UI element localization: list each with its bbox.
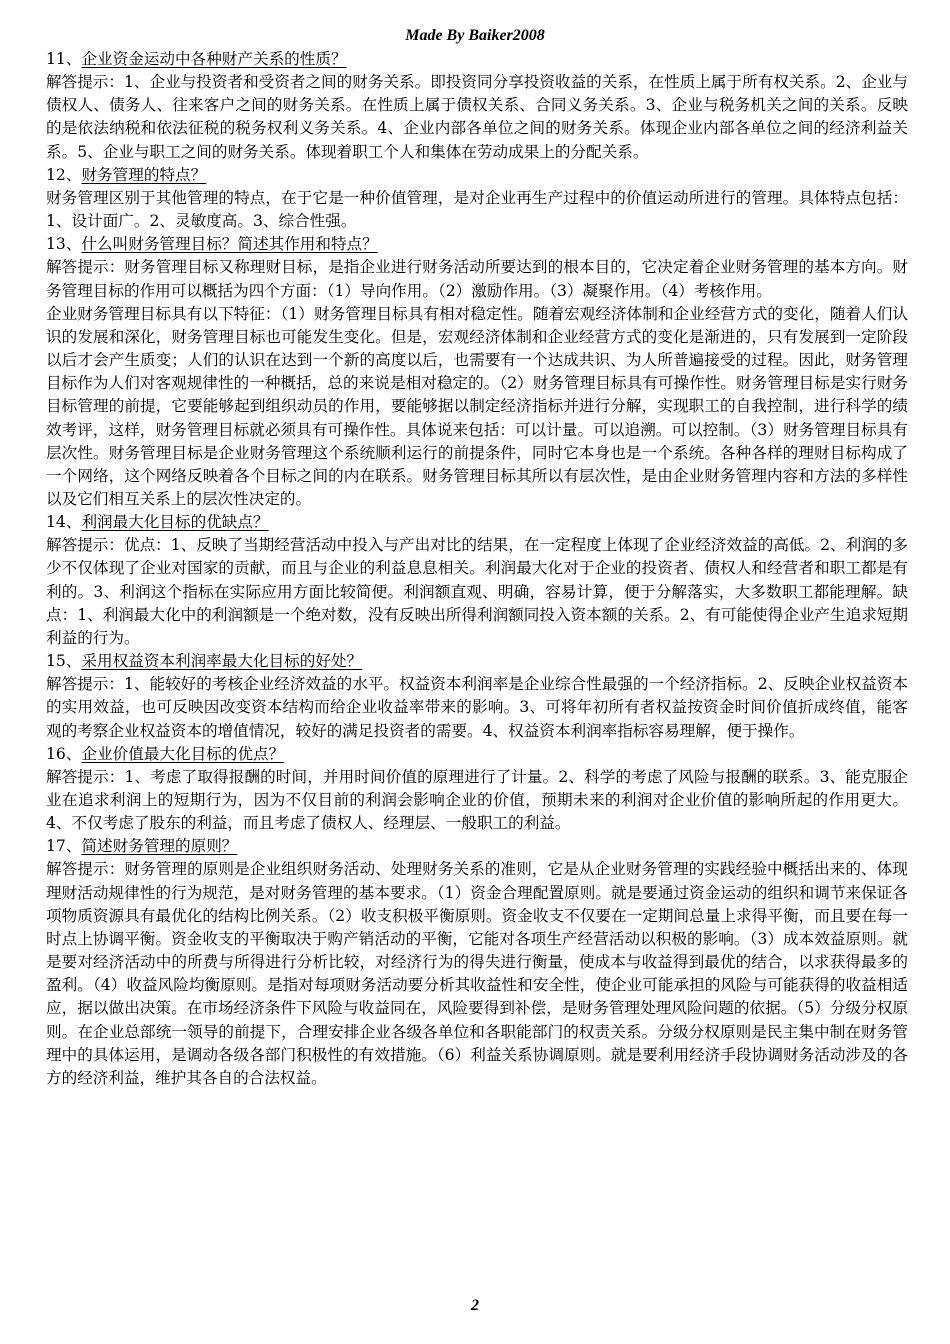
question-title: 企业价值最大化目标的优点？: [81, 744, 285, 763]
question-title: 什么叫财务管理目标？简述其作用和特点？: [81, 235, 378, 254]
answer-paragraph: 解答提示：1、企业与投资者和受资者之间的财务关系。即投资同分享投资收益的关系，在性质上属于所有权关系。2、企业与债权人、债务人、往来客户之间的财务关系。在性质上属于债权关系、合同义务关系。3、企业与税务机关之间的关系。反映的是依法纳税和依法征税的税务权利义务关系。4、企业内部各单位之间的财务关系。体现企业内部各单位之间的经济利益关系。5、企业与职工之间的财务关系。体现着职工个人和集体在劳动成果上的分配关系。: [46, 73, 908, 161]
answer-paragraph: 解答提示：1、考虑了取得报酬的时间，并用时间价值的原理进行了计量。2、科学的考虑了风险与报酬的联系。3、能克服企业在追求利润上的短期行为，因为不仅目前的利润会影响企业的价值，预期未来的利润对企业价值的影响所起的作用更大。4、不仅考虑了股东的利益，而且考虑了债权人、经理层、一般职工的利益。: [46, 767, 908, 833]
question-title: 利润最大化目标的优缺点？: [81, 513, 269, 532]
question-number: 16、: [46, 744, 82, 763]
question-11-heading: [46, 48, 908, 71]
page-header: Made By Baiker2008: [405, 27, 545, 44]
answer-paragraph: 解答提示：优点：1、反映了当期经营活动中投入与产出对比的结果，在一定程度上体现了企业经济效益的高低。2、利润的多少不仅体现了企业对国家的贡献，而且与企业的利益息息相关。利润最大化对于企业的投资者、债权人和经营者和职工都是有利的。3、利润这个指标在实际应用方面比较简便。利润额直观、明确，容易计算，便于分解落实，大多数职工都能理解。缺点：1、利润最大化中的利润额是一个绝对数，没有反映出所得利润额同投入资本额的关系。2、有可能使得企业产生追求短期利益的行为。: [46, 536, 908, 647]
answer-paragraph: 解答提示：1、能较好的考核企业经济效益的水平。权益资本利润率是企业综合性最强的一个经济指标。2、反映企业权益资本的实用效益，也可反映因改变资本结构而给企业收益率带来的影响。3、可将年初所有者权益按资金时间价值折成终值，能客观的考察企业权益资本的增值情况，较好的满足投资者的需要。4、权益资本利润率指标容易理解，便于操作。: [46, 675, 908, 740]
question-title: 企业资金运动中各种财产关系的性质？: [81, 50, 347, 68]
question-number: 17、: [46, 837, 82, 856]
answer-paragraph: 解答提示：财务管理的原则是企业组织财务活动、处理财务关系的准则，它是从企业财务管理的实践经验中概括出来的、体现理财活动规律性的行为规范，是对财务管理的基本要求。（1）资金合理配置原则。就是要通过资金运动的组织和调节来保证各项物质资源具有最优化的结构比例关系。（2）收支积极平衡原则。资金收支不仅要在一定期间总量上求得平衡，而且要在每一时点上协调平衡。资金收支的平衡取决于购产销活动的平衡，它能对各项生产经营活动以积极的影响。（3）成本效益原则。就是要对经济活动中的所费与所得进行分析比较，对经济行为的得失进行衡量，使成本与收益得到最优的结合，以求获得最多的盈利。（4）收益风险均衡原则。是指对每项财务活动要分析其收益性和安全性，使企业可能承担的风险与可能获得的收益相适应，据以做出决策。在市场经济条件下风险与收益同在，风险要得到补偿，是财务管理处理风险问题的依据。（5）分级分权原则。在企业总部统一领导的前提下，合理安排企业各级各单位和各职能部门的权责关系。分级分权原则是民主集中制在财务管理中的具体运用，是调动各级各部门积极性的有效措施。（6）利益关系协调原则。就是要利用经济手段协调财务活动涉及的各方的经济利益，维护其各自的合法权益。: [46, 860, 908, 1087]
answer-paragraph: 财务管理区别于其他管理的特点，在于它是一种价值管理，是对企业再生产过程中的价值运动所进行的管理。具体特点包括：1、设计面广。2、灵敏度高。3、综合性强。: [46, 188, 908, 231]
question-13-heading: [46, 233, 908, 256]
question-12-heading: [46, 164, 908, 187]
question-number: 12、: [46, 165, 82, 184]
question-title: 财务管理的特点？: [81, 165, 207, 184]
question-number: 11、: [46, 50, 82, 68]
answer-paragraph: 企业财务管理目标具有以下特征：（1）财务管理目标具有相对稳定性。随着宏观经济体制和企业经营方式的变化，随着人们认识的发展和深化，财务管理目标也可能发生变化。但是，宏观经济体制和企业经营方式的变化是渐进的，只有发展到一定阶段以后才会产生质变；人们的认识在达到一个新的高度以后，也需要有一个达成共识、为人所普遍接受的过程。因此，财务管理目标作为人们对客观规律性的一种概括，总的来说是相对稳定的。（2）财务管理目标具有可操作性。财务管理目标是实行财务目标管理的前提，它要能够起到组织动员的作用，要能够据以制定经济指标并进行分解，实现职工的自我控制，进行科学的绩效考评，这样，财务管理目标就必须具有可操作性。具体说来包括：可以计量。可以追溯。可以控制。（3）财务管理目标具有层次性。财务管理目标是企业财务管理这个系统顺利运行的前提条件，同时它本身也是一个系统。各种各样的理财目标构成了一个网络，这个网络反映着各个目标之间的内在联系。财务管理目标其所以有层次性，是由企业财务管理内容和方法的多样性以及它们相互关系上的层次性决定的。: [46, 304, 908, 508]
question-number: 15、: [46, 652, 82, 671]
question-15-heading: [46, 650, 908, 673]
page-number: 2: [471, 1297, 479, 1314]
question-number: 14、: [46, 513, 82, 532]
answer-paragraph: 解答提示：财务管理目标又称理财目标，是指企业进行财务活动所要达到的根本目的，它决定着企业财务管理的基本方向。财务管理目标的作用可以概括为四个方面：（1）导向作用。（2）激励作用。（3）凝聚作用。（4）考核作用。: [46, 258, 908, 300]
document-body: [46, 48, 908, 1090]
question-17-heading: [46, 835, 908, 858]
question-14-heading: [46, 511, 908, 534]
question-title: 采用权益资本利润率最大化目标的好处？: [81, 652, 363, 671]
question-number: 13、: [46, 235, 82, 254]
question-16-heading: [46, 743, 908, 766]
question-title: 简述财务管理的原则？: [81, 837, 238, 856]
